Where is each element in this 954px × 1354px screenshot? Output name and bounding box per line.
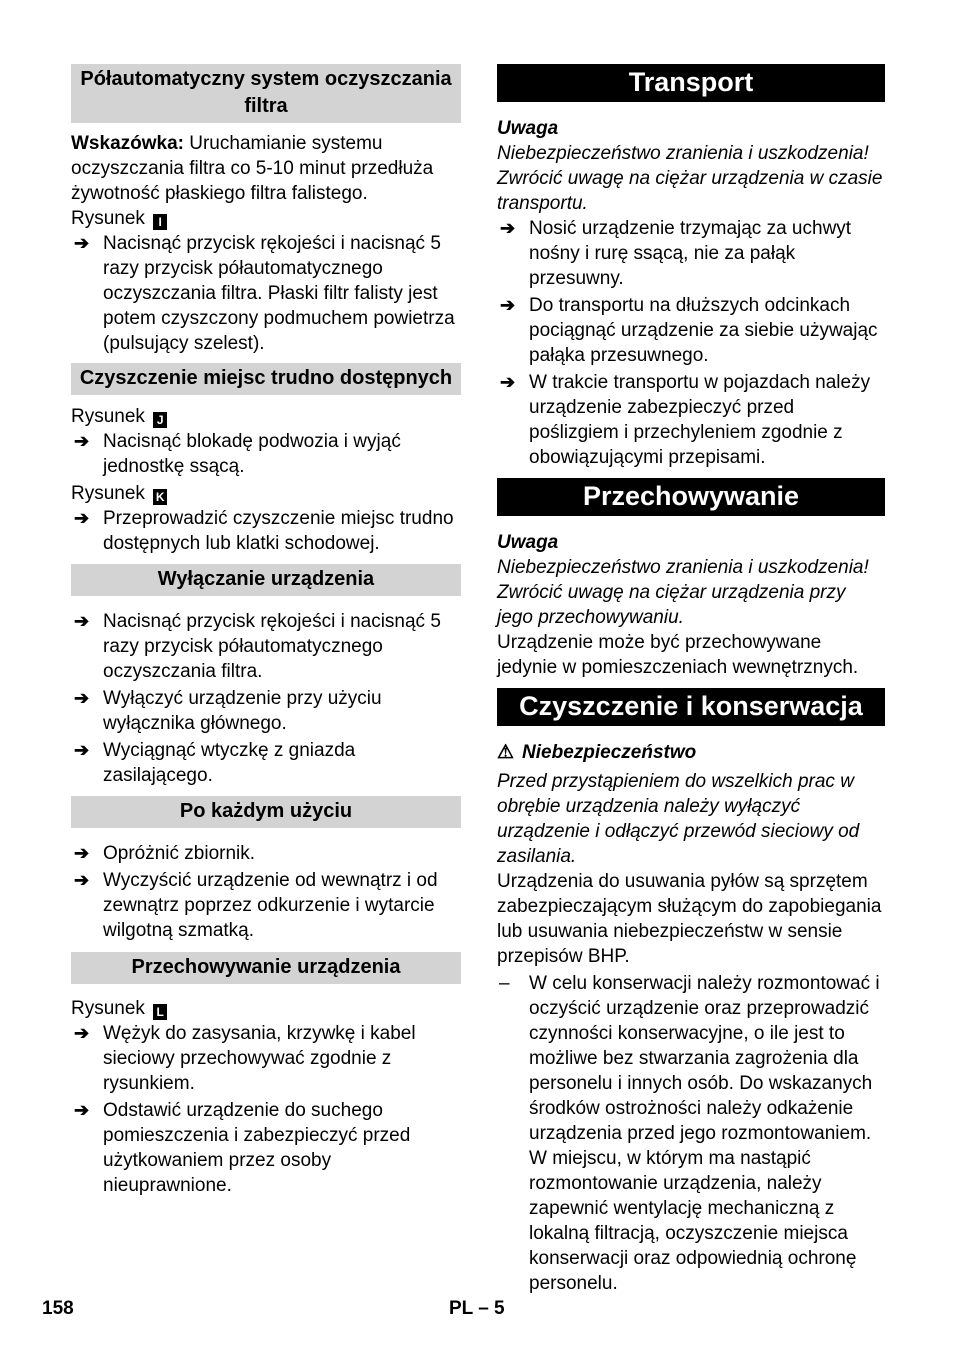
arrow-icon: ➔: [74, 1023, 90, 1043]
list-item: ➔ Wyczyścić urządzenie od wewnątrz i od zewnątrz poprzez odkurzenie i wytarcie wilgotną szmatką.: [74, 870, 438, 941]
note-label: Wskazówka:: [71, 133, 184, 154]
figure-badge: I: [153, 214, 167, 230]
caution-text: Niebezpieczeństwo zranienia i uszkodzenia! Zwrócić uwagę na ciężar urządzenia przy jego przechowywaniu.: [497, 557, 869, 628]
figure-badge: L: [153, 1004, 167, 1020]
figure-reference: [71, 206, 461, 231]
arrow-icon: ➔: [500, 218, 516, 238]
section-heading: Wyłączanie urządzenia: [71, 564, 461, 596]
arrow-icon: ➔: [74, 870, 90, 890]
arrow-icon: ➔: [74, 688, 90, 708]
section-heading: Czyszczenie miejsc trudno dostępnych: [71, 363, 461, 395]
section-heading: Półautomatyczny system oczyszczania filtra: [71, 64, 461, 123]
arrow-icon: ➔: [74, 611, 90, 631]
note-paragraph: [71, 131, 461, 206]
list-item: ➔ Wyłączyć urządzenie przy użyciu wyłącznika głównego.: [74, 688, 382, 734]
left-column: [71, 64, 461, 1198]
chapter-heading: Transport: [497, 64, 885, 102]
page-number: 158: [42, 1298, 74, 1319]
figure-reference: Rysunek K: [71, 481, 461, 506]
list-item: ➔ Do transportu na dłuższych odcinkach pociągnąć urządzenie za siebie używając pałąka przesuwnego.: [500, 295, 878, 366]
caution-label: Uwaga: [497, 532, 559, 553]
list-item: ➔ Wężyk do zasysania, krzywkę i kabel sieciowy przechowywać zgodnie z rysunkiem.: [74, 1023, 416, 1094]
list-item: ➔ Nacisnąć przycisk rękojeści i nacisnąć 5 razy przycisk półautomatycznego oczyszczania filtra. Płaski filtr falisty jest potem czyszczony podmuchem powietrza (pulsujący szelest).: [74, 233, 455, 354]
list-item: ➔ Nacisnąć przycisk rękojeści i nacisnąć 5 razy przycisk półautomatycznego oczyszczania filtra.: [74, 611, 441, 682]
caution-text: Niebezpieczeństwo zranienia i uszkodzenia! Zwrócić uwagę na ciężar urządzenia w czasie transportu.: [497, 143, 883, 214]
arrow-icon: ➔: [74, 431, 90, 451]
arrow-icon: ➔: [74, 843, 90, 863]
figure-badge: K: [153, 489, 167, 505]
language-page-label: PL – 5: [449, 1298, 505, 1319]
body-text: Urządzenie może być przechowywane jedynie w pomieszczeniach wewnętrznych.: [497, 632, 859, 678]
arrow-icon: ➔: [500, 295, 516, 315]
list-item: ➔ Nosić urządzenie trzymając za uchwyt nośny i rurę ssącą, nie za pałąk przesuwny.: [500, 218, 852, 289]
arrow-icon: ➔: [500, 372, 516, 392]
figure-badge: J: [153, 412, 167, 428]
section-heading: Po każdym użyciu: [71, 796, 461, 828]
arrow-icon: ➔: [74, 740, 90, 760]
arrow-icon: ➔: [74, 233, 90, 253]
list-item: ➔ Opróżnić zbiornik.: [74, 843, 256, 864]
figure-reference: Rysunek J: [71, 404, 461, 429]
list-item: ➔ W trakcie transportu w pojazdach należy urządzenie zabezpieczyć przed poślizgiem i przechyleniem zgodnie z obowiązującymi przepisami.: [500, 372, 871, 468]
dash-list-item: – W celu konserwacji należy rozmontować i oczyścić urządzenie oraz przeprowadzić czynności konserwacyjne, o ile jest to możliwe bez stwarzania zagrożenia dla personelu i innych osób. Do wskazanych środków ostrożności należy odkażenie urządzenia przed jego rozmontowaniem. W miejscu, w którym ma nastąpić rozmontowanie urządzenia, należy zapewnić wentylację mechaniczną z lokalną filtracją, oczyszczenie miejsca konserwacji oraz odpowiednią ochronę personelu.: [499, 973, 880, 1294]
list-item: ➔ Wyciągnąć wtyczkę z gniazda zasilającego.: [74, 740, 356, 786]
caution-label: Uwaga: [497, 118, 559, 139]
right-column: [497, 64, 885, 1296]
arrow-icon: ➔: [74, 1100, 90, 1120]
danger-heading: [497, 740, 885, 765]
figure-reference: Rysunek L: [71, 996, 461, 1021]
chapter-heading: Przechowywanie: [497, 478, 885, 516]
figure-label: Rysunek: [71, 208, 145, 229]
warning-triangle-icon: ⚠: [497, 742, 515, 763]
chapter-heading: Czyszczenie i konserwacja: [497, 688, 885, 726]
note-text: Uruchamianie systemu oczyszczania filtra co 5-10 minut przedłuża żywotność płaskiego filtra falistego.: [71, 133, 434, 204]
body-text: Urządzenia do usuwania pyłów są sprzętem zabezpieczającym służącym do zapobiegania lub usuwania niebezpieczeństw w sensie przepisów BHP.: [497, 871, 882, 967]
dash-bullet-icon: –: [499, 973, 510, 994]
arrow-icon: ➔: [74, 508, 90, 528]
danger-text: Przed przystąpieniem do wszelkich prac w obrębie urządzenia należy wyłączyć urządzenie i odłączyć przewód sieciowy od zasilania.: [497, 771, 860, 867]
list-item: ➔ Przeprowadzić czyszczenie miejsc trudno dostępnych lub klatki schodowej.: [74, 508, 454, 554]
list-item: ➔ Odstawić urządzenie do suchego pomieszczenia i zabezpieczyć przed użytkowaniem przez osoby nieuprawnione.: [74, 1100, 411, 1196]
list-item: ➔ Nacisnąć blokadę podwozia i wyjąć jednostkę ssącą.: [74, 431, 401, 477]
danger-label: Niebezpieczeństwo: [522, 742, 697, 763]
section-heading: Przechowywanie urządzenia: [71, 952, 461, 984]
